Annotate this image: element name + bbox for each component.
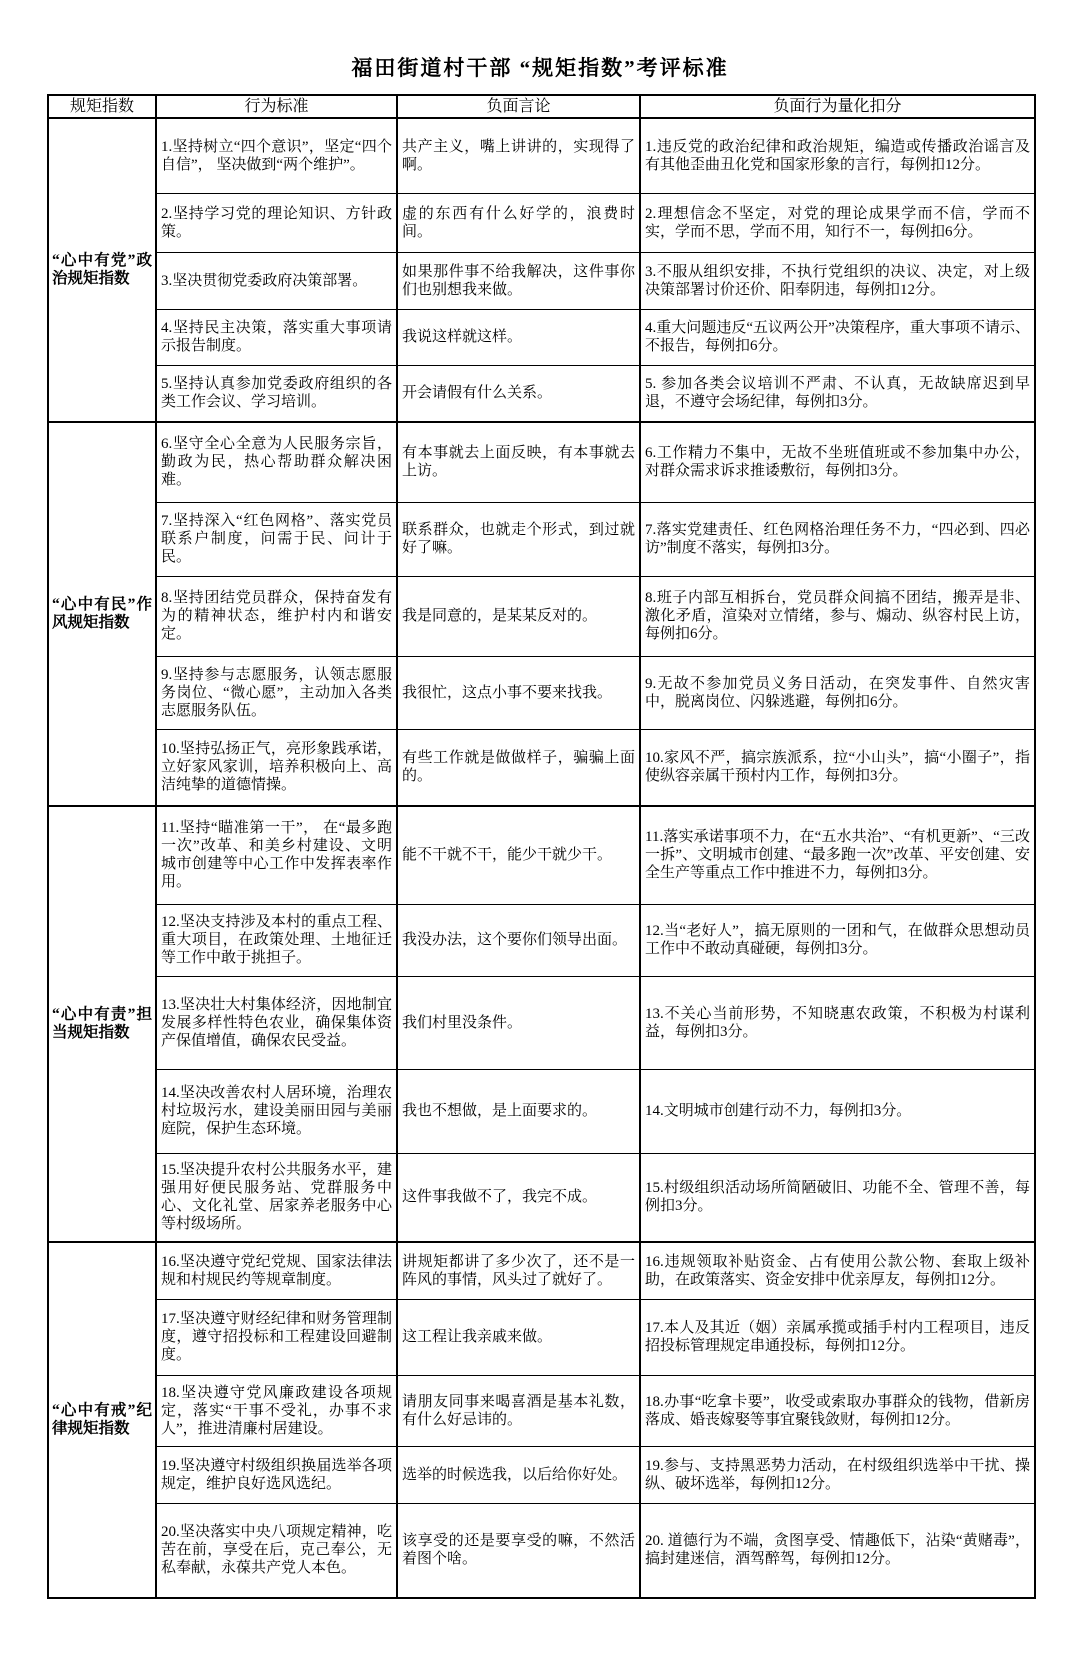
col-header-index: 规矩指数 — [48, 95, 156, 118]
behavior-cell: 11.坚持“瞄准第一干”， 在“最多跑一次”改革、和美乡村建设、文明城市创建等中心工作中发挥表率作用。 — [156, 806, 397, 904]
remark-cell: 开会请假有什么关系。 — [397, 365, 640, 422]
behavior-cell: 2.坚持学习党的理论知识、方针政策。 — [156, 193, 397, 252]
remark-cell: 选举的时候选我，以后给你好处。 — [397, 1446, 640, 1503]
remark-cell: 我很忙，这点小事不要来找我。 — [397, 656, 640, 729]
remark-cell: 我也不想做，是上面要求的。 — [397, 1069, 640, 1153]
behavior-cell: 13.坚决壮大村集体经济，因地制宜发展多样性特色农业，确保集体资产保值增值，确保农民受益。 — [156, 976, 397, 1069]
remark-cell: 请朋友同事来喝喜酒是基本礼数，有什么好忌讳的。 — [397, 1375, 640, 1446]
deduction-cell: 15.村级组织活动场所简陋破旧、功能不全、管理不善，每例扣3分。 — [640, 1153, 1035, 1242]
remark-cell: 这工程让我亲戚来做。 — [397, 1299, 640, 1375]
table-row — [48, 365, 1035, 422]
deduction-cell: 6.工作精力不集中，无故不坐班值班或不参加集中办公，对群众需求诉求推诿敷衍，每例扣3分。 — [640, 422, 1035, 502]
behavior-cell: 12.坚决支持涉及本村的重点工程、重大项目，在政策处理、土地征迁等工作中敢于挑担子。 — [156, 904, 397, 976]
table-row — [48, 118, 1035, 193]
remark-cell: 有本事就去上面反映，有本事就去上访。 — [397, 422, 640, 502]
deduction-cell: 12.当“老好人”，搞无原则的一团和气，在做群众思想动员工作中不敢动真碰硬，每例扣3分。 — [640, 904, 1035, 976]
remark-cell: 该享受的还是要享受的嘛，不然活着图个啥。 — [397, 1503, 640, 1598]
evaluation-table — [47, 94, 1036, 1599]
table-row — [48, 656, 1035, 729]
behavior-cell: 16.坚决遵守党纪党规、国家法律法规和村规民约等规章制度。 — [156, 1242, 397, 1299]
remark-cell: 我们村里没条件。 — [397, 976, 640, 1069]
deduction-cell: 19.参与、支持黑恶势力活动，在村级组织选举中干扰、操纵、破坏选举，每例扣12分。 — [640, 1446, 1035, 1503]
behavior-cell: 15.坚决提升农村公共服务水平，建强用好便民服务站、党群服务中心、文化礼堂、居家养老服务中心等村级场所。 — [156, 1153, 397, 1242]
table-row — [48, 576, 1035, 656]
behavior-cell: 8.坚持团结党员群众，保持奋发有为的精神状态，维护村内和谐安定。 — [156, 576, 397, 656]
behavior-cell: 9.坚持参与志愿服务，认领志愿服务岗位、“微心愿”，主动加入各类志愿服务队伍。 — [156, 656, 397, 729]
behavior-cell: 1.坚持树立“四个意识”，坚定“四个自信”， 坚决做到“两个维护”。 — [156, 118, 397, 193]
header-row — [48, 95, 1035, 118]
behavior-cell: 6.坚守全心全意为人民服务宗旨，勤政为民，热心帮助群众解决困难。 — [156, 422, 397, 502]
col-header-behavior: 行为标准 — [156, 95, 397, 118]
deduction-cell: 5. 参加各类会议培训不严肃、不认真，无故缺席迟到早退，不遵守会场纪律，每例扣3分。 — [640, 365, 1035, 422]
remark-cell: 我没办法，这个要你们领导出面。 — [397, 904, 640, 976]
deduction-cell: 16.违规领取补贴资金、占有使用公款公物、套取上级补助，在政策落实、资金安排中优亲厚友，每例扣12分。 — [640, 1242, 1035, 1299]
col-header-deduction: 负面行为量化扣分 — [640, 95, 1035, 118]
table-row — [48, 502, 1035, 576]
table-row — [48, 193, 1035, 252]
table-row — [48, 1503, 1035, 1598]
behavior-cell: 18.坚决遵守党风廉政建设各项规定，落实“干事不受礼，办事不求人”，推进清廉村居建设。 — [156, 1375, 397, 1446]
table-row — [48, 1153, 1035, 1242]
remark-cell: 如果那件事不给我解决，这件事你们也别想我来做。 — [397, 252, 640, 309]
deduction-cell: 8.班子内部互相拆台，党员群众间搞不团结，搬弄是非、激化矛盾，渲染对立情绪，参与、煽动、纵容村民上访，每例扣6分。 — [640, 576, 1035, 656]
behavior-cell: 19.坚决遵守村级组织换届选举各项规定，维护良好选风选纪。 — [156, 1446, 397, 1503]
deduction-cell: 3.不服从组织安排，不执行党组织的决议、决定，对上级决策部署讨价还价、阳奉阴违，每例扣12分。 — [640, 252, 1035, 309]
deduction-cell: 1.违反党的政治纪律和政治规矩，编造或传播政治谣言及有其他歪曲丑化党和国家形象的言行，每例扣12分。 — [640, 118, 1035, 193]
table-row — [48, 252, 1035, 309]
deduction-cell: 17.本人及其近（姻）亲属承揽或插手村内工程项目，违反招投标管理规定串通投标，每例扣12分。 — [640, 1299, 1035, 1375]
remark-cell: 共产主义，嘴上讲讲的，实现得了啊。 — [397, 118, 640, 193]
table-row — [48, 1242, 1035, 1299]
index-group-label-duty: “心中有责”担当规矩指数 — [48, 806, 156, 1242]
table-row — [48, 806, 1035, 904]
table-row — [48, 1375, 1035, 1446]
table-row — [48, 1446, 1035, 1503]
remark-cell: 我是同意的，是某某反对的。 — [397, 576, 640, 656]
col-header-remark: 负面言论 — [397, 95, 640, 118]
table-row — [48, 1069, 1035, 1153]
remark-cell: 能不干就不干，能少干就少干。 — [397, 806, 640, 904]
remark-cell: 我说这样就这样。 — [397, 309, 640, 365]
deduction-cell: 7.落实党建责任、红色网格治理任务不力，“四必到、四必访”制度不落实，每例扣3分。 — [640, 502, 1035, 576]
table-row — [48, 422, 1035, 502]
deduction-cell: 20. 道德行为不端，贪图享受、情趣低下，沾染“黄赌毒”，搞封建迷信，酒驾醉驾，每例扣12分。 — [640, 1503, 1035, 1598]
table-row — [48, 729, 1035, 806]
remark-cell: 讲规矩都讲了多少次了，还不是一阵风的事情，风头过了就好了。 — [397, 1242, 640, 1299]
remark-cell: 有些工作就是做做样子，骗骗上面的。 — [397, 729, 640, 806]
behavior-cell: 14.坚决改善农村人居环境，治理农村垃圾污水，建设美丽田园与美丽庭院，保护生态环境。 — [156, 1069, 397, 1153]
table-row — [48, 1299, 1035, 1375]
deduction-cell: 13.不关心当前形势，不知晓惠农政策，不积极为村谋利益，每例扣3分。 — [640, 976, 1035, 1069]
index-group-label-discipline: “心中有戒”纪律规矩指数 — [48, 1242, 156, 1598]
remark-cell: 联系群众，也就走个形式，到过就好了嘛。 — [397, 502, 640, 576]
behavior-cell: 20.坚决落实中央八项规定精神，吃苦在前，享受在后，克己奉公，无私奉献，永葆共产党人本色。 — [156, 1503, 397, 1598]
deduction-cell: 2.理想信念不坚定，对党的理论成果学而不信，学而不实，学而不思，学而不用，知行不一，每例扣6分。 — [640, 193, 1035, 252]
table-row — [48, 309, 1035, 365]
remark-cell: 这件事我做不了，我完不成。 — [397, 1153, 640, 1242]
deduction-cell: 11.落实承诺事项不力，在“五水共治”、“有机更新”、“三改一拆”、文明城市创建、“最多跑一次”改革、平安创建、安全生产等重点工作中推进不力，每例扣3分。 — [640, 806, 1035, 904]
index-group-label-people: “心中有民”作风规矩指数 — [48, 422, 156, 806]
deduction-cell: 4.重大问题违反“五议两公开”决策程序，重大事项不请示、不报告，每例扣6分。 — [640, 309, 1035, 365]
behavior-cell: 3.坚决贯彻党委政府决策部署。 — [156, 252, 397, 309]
table-row — [48, 976, 1035, 1069]
deduction-cell: 9.无故不参加党员义务日活动，在突发事件、自然灾害中，脱离岗位、闪躲逃避，每例扣6分。 — [640, 656, 1035, 729]
deduction-cell: 14.文明城市创建行动不力，每例扣3分。 — [640, 1069, 1035, 1153]
table-row — [48, 904, 1035, 976]
remark-cell: 虚的东西有什么好学的，浪费时间。 — [397, 193, 640, 252]
deduction-cell: 10.家风不严，搞宗族派系，拉“小山头”，搞“小圈子”，指使纵容亲属干预村内工作，每例扣3分。 — [640, 729, 1035, 806]
behavior-cell: 5.坚持认真参加党委政府组织的各类工作会议、学习培训。 — [156, 365, 397, 422]
behavior-cell: 4.坚持民主决策，落实重大事项请示报告制度。 — [156, 309, 397, 365]
page-title: 福田街道村干部 “规矩指数”考评标准 — [351, 56, 729, 80]
behavior-cell: 7.坚持深入“红色网格”、落实党员联系户制度，问需于民、问计于民。 — [156, 502, 397, 576]
index-group-label-party: “心中有党”政治规矩指数 — [48, 118, 156, 422]
behavior-cell: 17.坚决遵守财经纪律和财务管理制度，遵守招投标和工程建设回避制度。 — [156, 1299, 397, 1375]
deduction-cell: 18.办事“吃拿卡要”，收受或索取办事群众的钱物，借新房落成、婚丧嫁娶等事宜聚钱敛财，每例扣12分。 — [640, 1375, 1035, 1446]
behavior-cell: 10.坚持弘扬正气，亮形象践承诺，立好家风家训，培养积极向上、高洁纯挚的道德情操。 — [156, 729, 397, 806]
